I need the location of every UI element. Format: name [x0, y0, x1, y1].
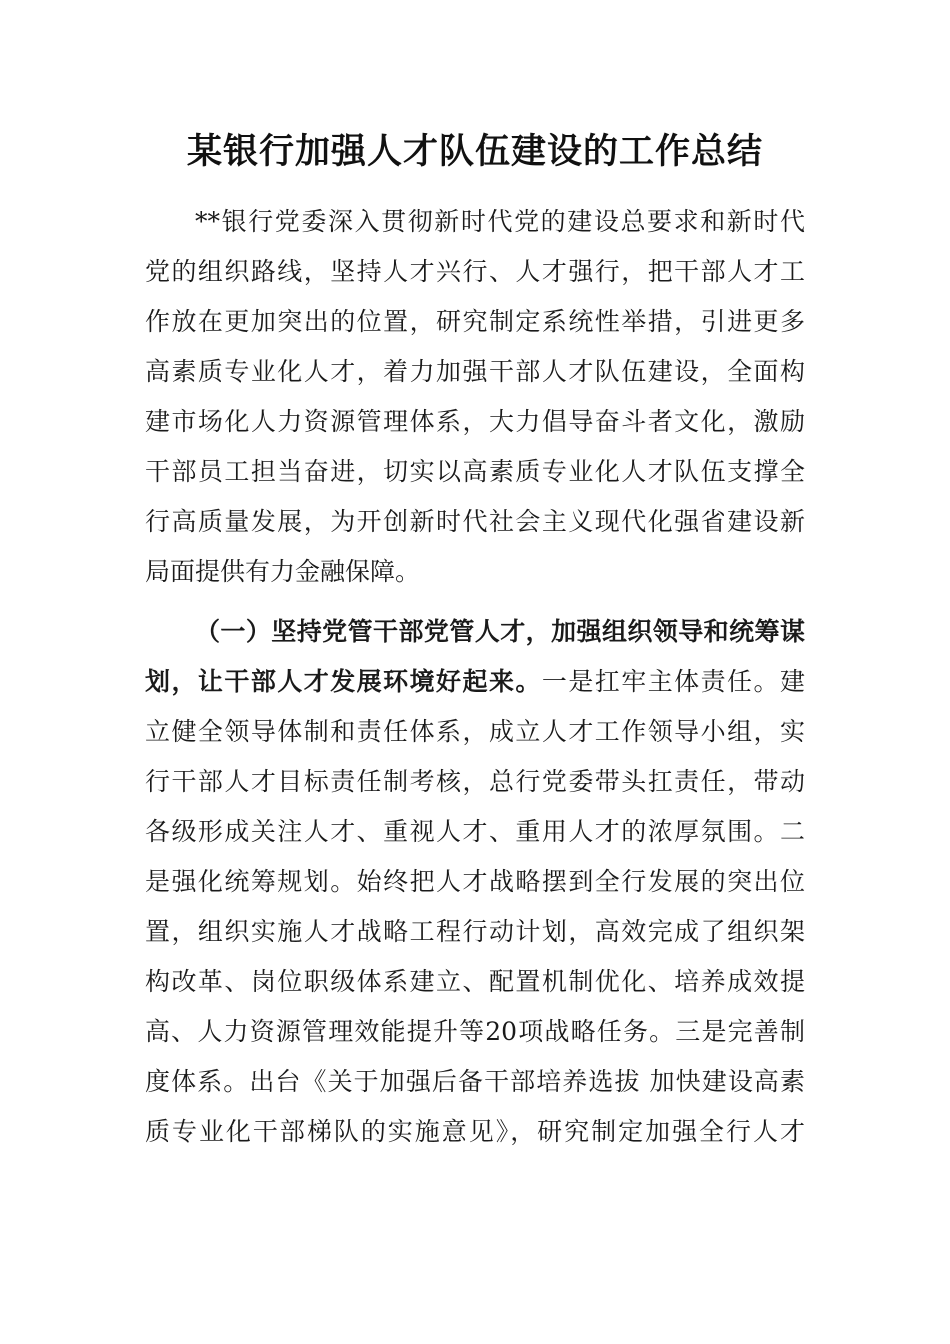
document-title: 某银行加强人才队伍建设的工作总结: [186, 131, 763, 172]
paragraph-1-line-5: 建市场化人力资源管理体系，大力倡导奋斗者文化，激励: [145, 407, 805, 436]
paragraph-1-line-4: 高素质专业化人才，着力加强干部人才队伍建设，全面构: [145, 357, 805, 386]
paragraph-1-line-2: 党的组织路线，坚持人才兴行、人才强行，把干部人才工: [145, 257, 805, 286]
section-heading-line-1: （一）坚持党管干部党管人才，加强组织领导和统筹谋: [195, 617, 805, 646]
paragraph-1-line-7: 行高质量发展，为开创新时代社会主义现代化强省建设新: [145, 507, 805, 536]
section-heading-rest-text: 一是扛牢主体责任。建: [541, 667, 805, 696]
paragraph-2-line-6: 构改革、岗位职级体系建立、配置机制优化、培养成效提: [145, 967, 805, 996]
paragraph-1-line-3: 作放在更加突出的位置，研究制定系统性举措，引进更多: [145, 307, 805, 336]
paragraph-2-line-1: 立健全领导体制和责任体系，成立人才工作领导小组，实: [145, 717, 805, 746]
paragraph-2-line-9: 质专业化干部梯队的实施意见》，研究制定加强全行人才: [145, 1117, 805, 1146]
paragraph-2-line-3: 各级形成关注人才、重视人才、重用人才的浓厚氛围。二: [145, 817, 805, 846]
paragraph-2-line-2: 行干部人才目标责任制考核，总行党委带头扛责任，带动: [145, 767, 805, 796]
paragraph-2-line-8: 度体系。出台《关于加强后备干部培养选拔 加快建设高素: [145, 1067, 805, 1096]
paragraph-1-line-6: 干部员工担当奋进，切实以高素质专业化人才队伍支撑全: [145, 457, 805, 486]
paragraph-2-line-7: 高、人力资源管理效能提升等20项战略任务。三是完善制: [145, 1017, 805, 1046]
section-heading-line-2: [145, 662, 805, 702]
paragraph-1-line-1: **银行党委深入贯彻新时代党的建设总要求和新时代: [195, 207, 805, 236]
paragraph-2-line-5: 置，组织实施人才战略工程行动计划，高效完成了组织架: [145, 917, 805, 946]
paragraph-2-line-4: 是强化统筹规划。始终把人才战略摆到全行发展的突出位: [145, 867, 805, 896]
section-heading-bold-text: 划，让干部人才发展环境好起来。: [145, 667, 542, 696]
paragraph-1-line-8: 局面提供有力金融保障。: [145, 557, 421, 586]
